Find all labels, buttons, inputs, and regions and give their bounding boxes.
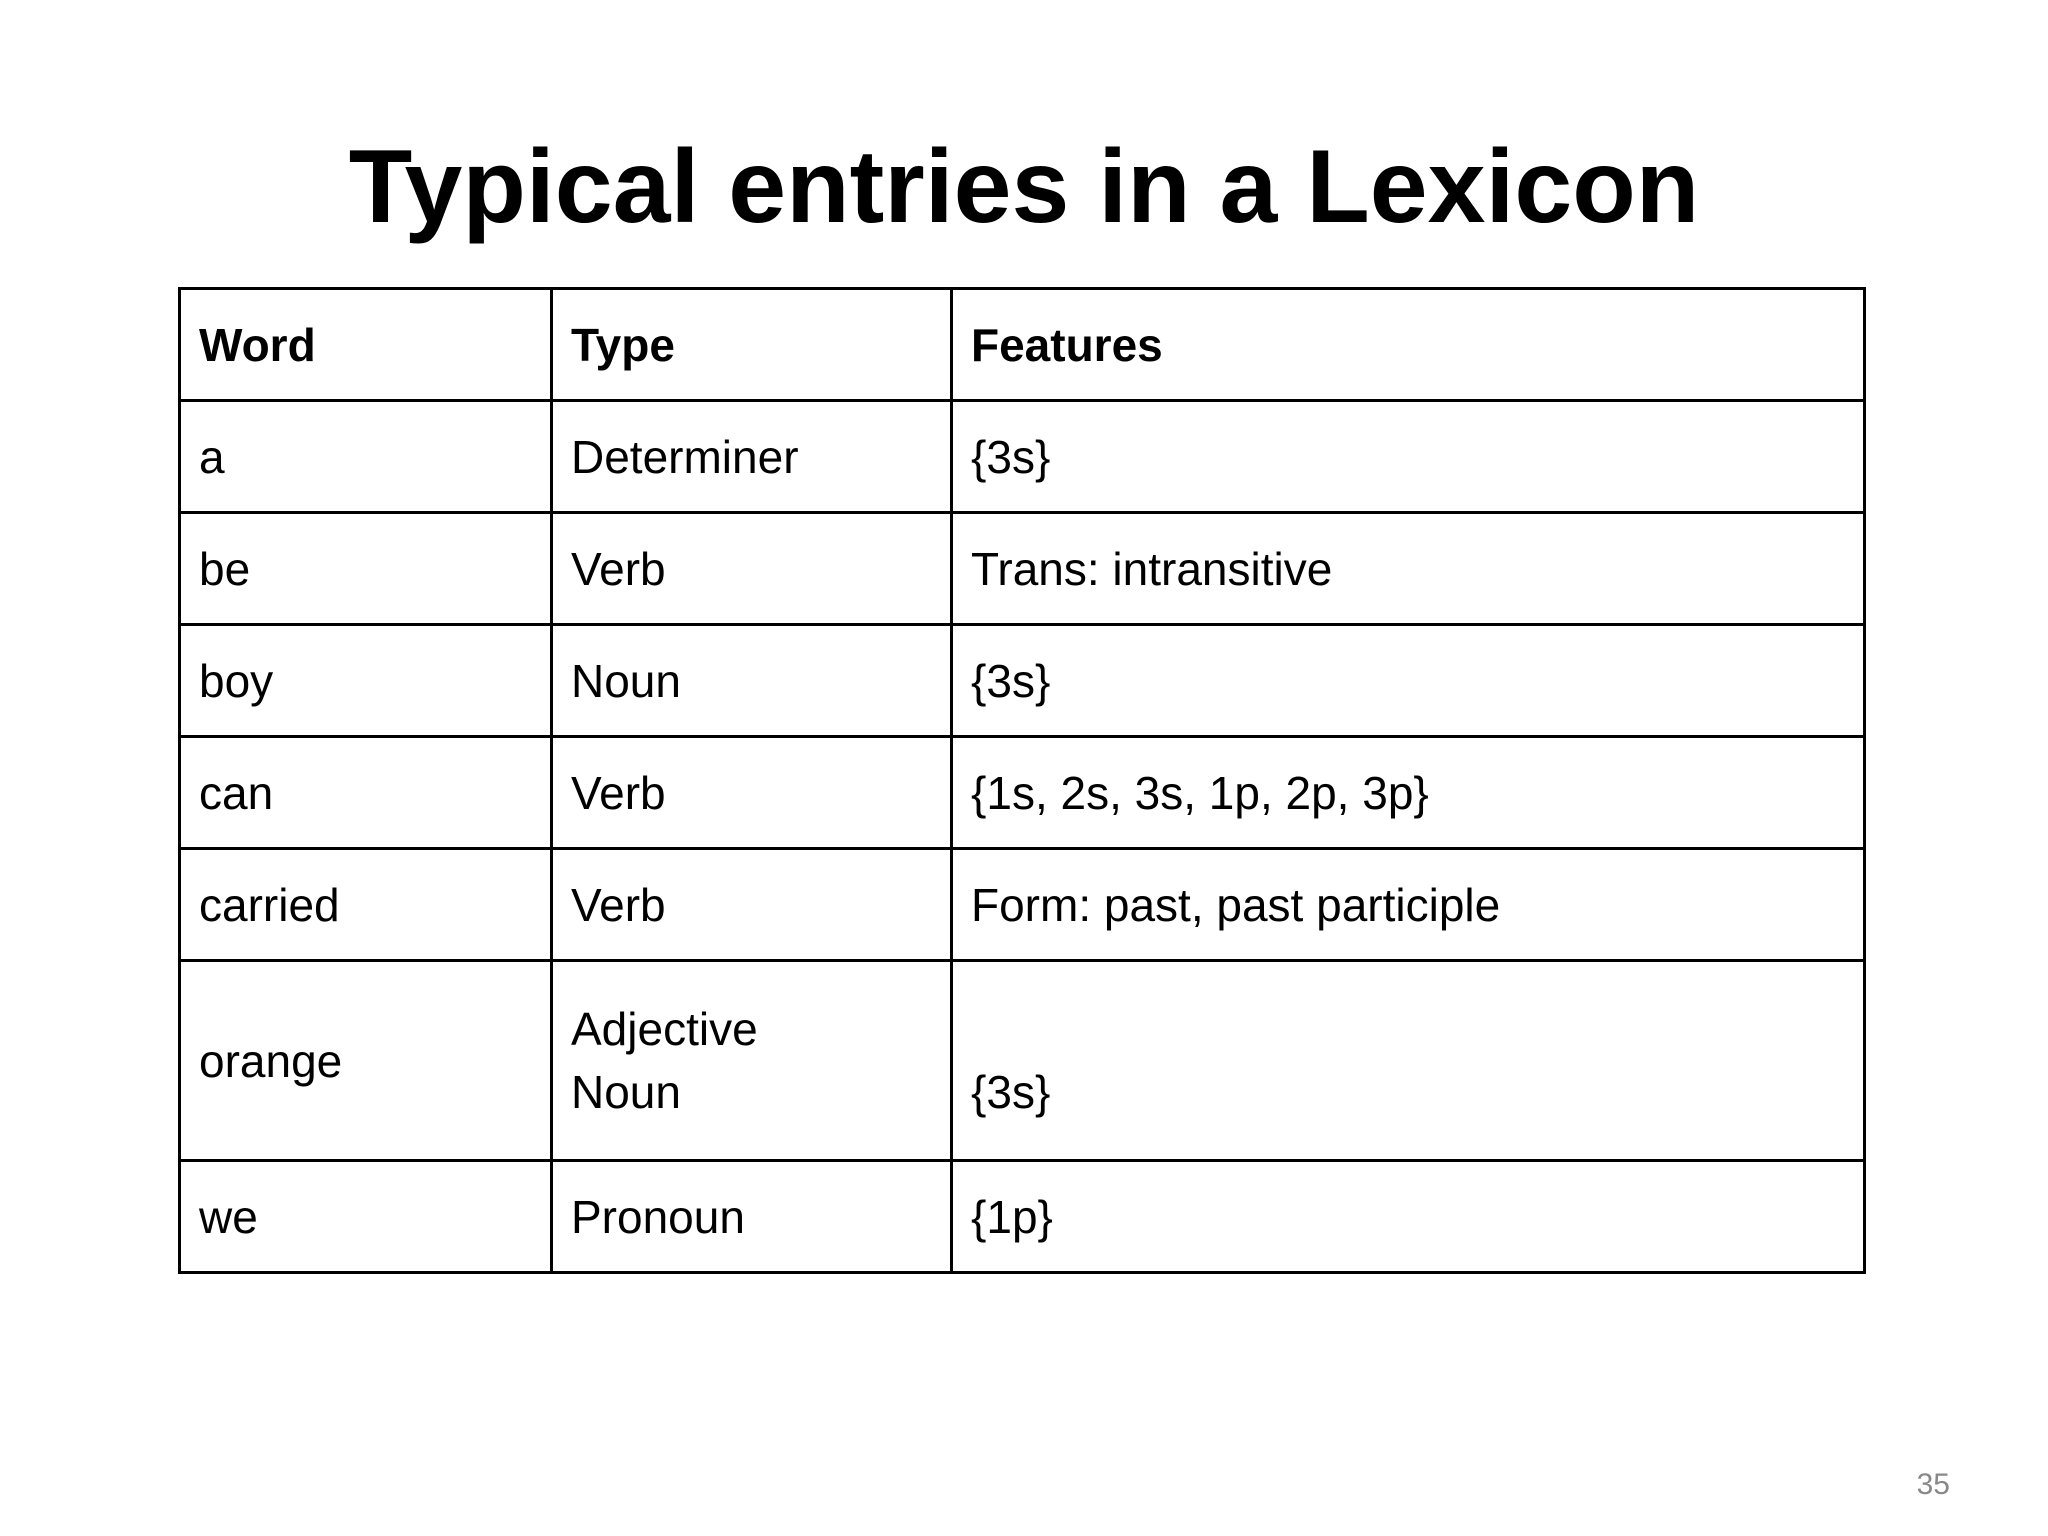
features-line: {3s} xyxy=(971,1065,1051,1118)
word-cell: orange xyxy=(180,961,552,1161)
features-cell: Form: past, past participle xyxy=(952,849,1865,961)
slide-title: Typical entries in a Lexicon xyxy=(348,129,1700,245)
type-line: Noun xyxy=(571,1065,681,1118)
type-cell: Verb xyxy=(552,849,952,961)
lexicon-table xyxy=(178,287,1866,1274)
word-cell: boy xyxy=(180,625,552,737)
header-type: Type xyxy=(552,289,952,401)
table-row xyxy=(180,1161,1865,1273)
features-cell: Trans: intransitive xyxy=(952,513,1865,625)
type-cell: Determiner xyxy=(552,401,952,513)
table-row xyxy=(180,849,1865,961)
table-row xyxy=(180,625,1865,737)
header-word: Word xyxy=(180,289,552,401)
type-cell: Pronoun xyxy=(552,1161,952,1273)
table-row xyxy=(180,961,1865,1161)
type-cell: Verb xyxy=(552,737,952,849)
table-header-row xyxy=(180,289,1865,401)
page-number: 35 xyxy=(1916,1468,1950,1501)
features-cell: {3s} xyxy=(952,401,1865,513)
features-cell: {3s} xyxy=(952,625,1865,737)
table-row xyxy=(180,513,1865,625)
type-line: Adjective xyxy=(571,1002,758,1055)
header-features: Features xyxy=(952,289,1865,401)
type-cell: Verb xyxy=(552,513,952,625)
word-cell: a xyxy=(180,401,552,513)
features-cell xyxy=(952,961,1865,1161)
features-cell: {1p} xyxy=(952,1161,1865,1273)
type-cell: Noun xyxy=(552,625,952,737)
word-cell: we xyxy=(180,1161,552,1273)
table-row xyxy=(180,401,1865,513)
word-cell: can xyxy=(180,737,552,849)
type-cell xyxy=(552,961,952,1161)
word-cell: carried xyxy=(180,849,552,961)
word-cell: be xyxy=(180,513,552,625)
features-cell: {1s, 2s, 3s, 1p, 2p, 3p} xyxy=(952,737,1865,849)
table-row xyxy=(180,737,1865,849)
